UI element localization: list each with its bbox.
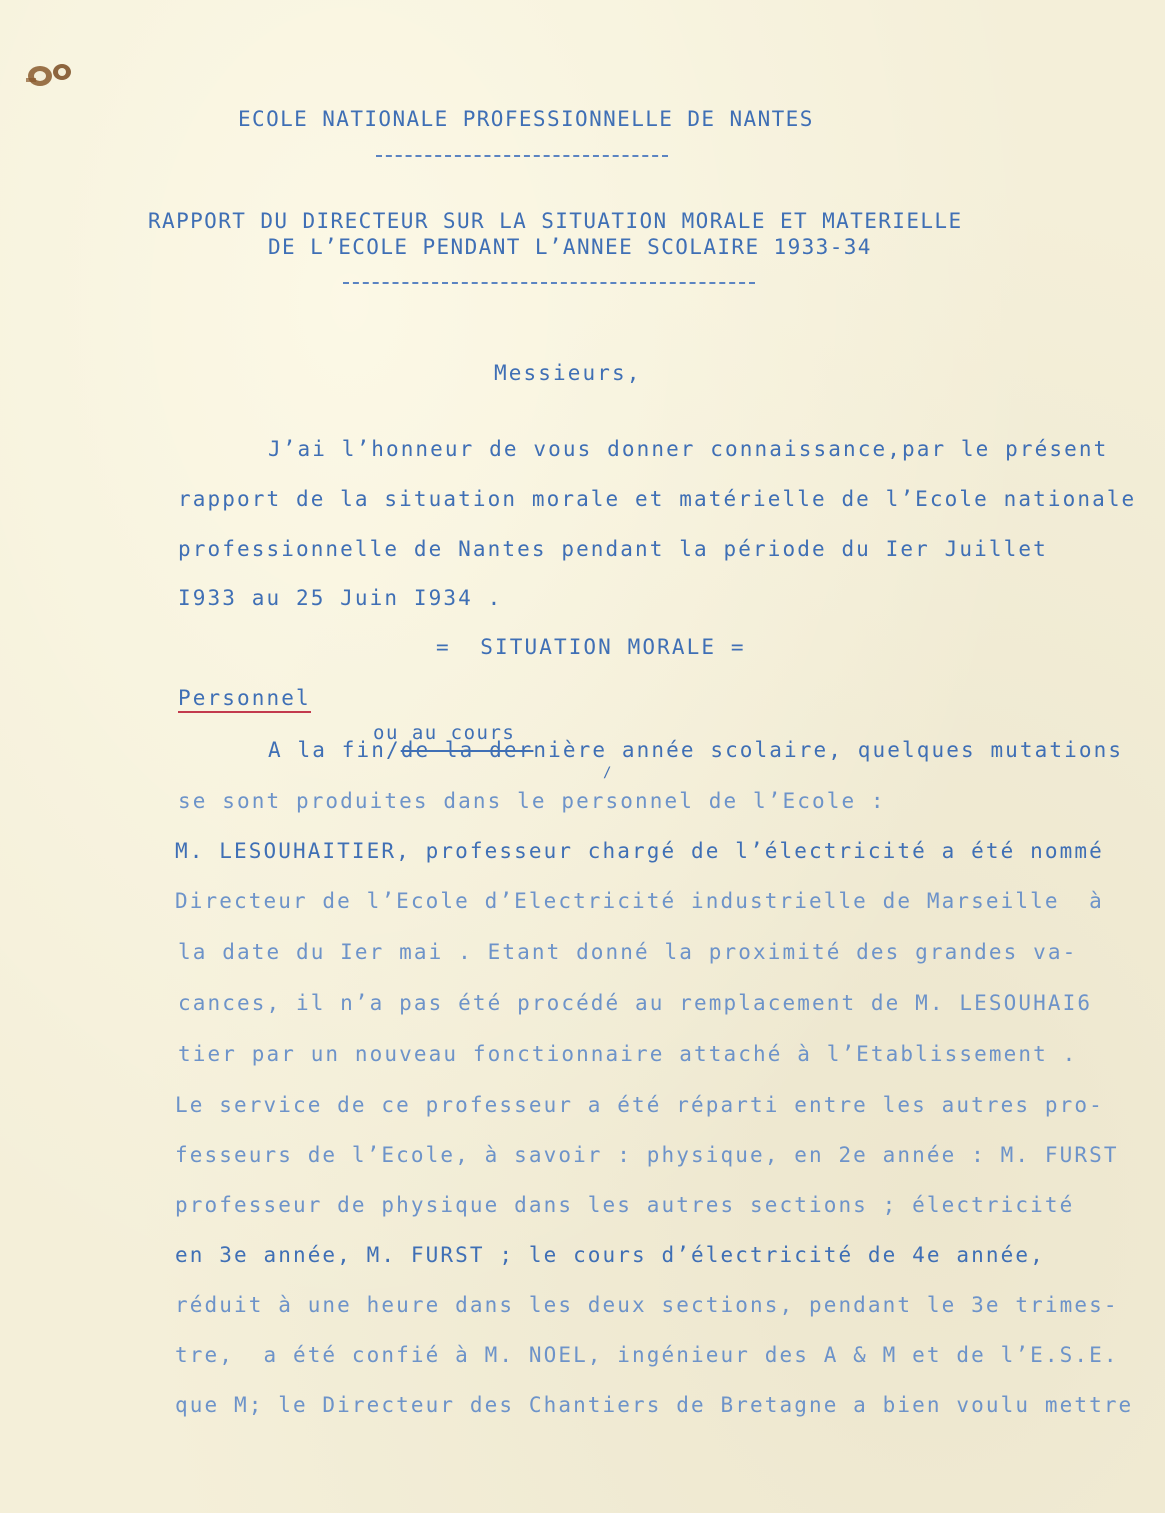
- body-line-7: Le service de ce professeur a été réparti entre les autres pro-: [175, 1093, 1104, 1117]
- body-line-10: en 3e année, M. FURST ; le cours d’électricité de 4e année,: [175, 1243, 1045, 1267]
- body-line-8: fesseurs de l’Ecole, à savoir : physique, en 2e année : M. FURST: [175, 1143, 1119, 1167]
- body-line-corrected: [268, 737, 1123, 763]
- body-line-13: que M; le Directeur des Chantiers de Bretagne a bien voulu mettre: [175, 1393, 1134, 1417]
- subsection-heading: [178, 685, 311, 711]
- intro-line-4: I933 au 25 Juin I934 .: [178, 586, 503, 610]
- body-line-5: cances, il n’a pas été procédé au remplacement de M. LESOUHAI6: [178, 991, 1093, 1015]
- body-line-1: se sont produites dans le personnel de l’Ecole :: [178, 789, 886, 813]
- school-title: ECOLE NATIONALE PROFESSIONNELLE DE NANTES: [238, 107, 814, 131]
- body-line-6: tier par un nouveau fonctionnaire attaché à l’Etablissement .: [178, 1042, 1078, 1066]
- section-heading: = SITUATION MORALE =: [436, 635, 746, 659]
- report-title-underline: [343, 282, 755, 284]
- struck-text: de la der: [400, 738, 534, 762]
- body-line-12: tre, a été confié à M. NOEL, ingénieur des A & M et de l’E.S.E.: [175, 1343, 1119, 1367]
- intro-line-3: professionnelle de Nantes pendant la période du Ier Juillet: [178, 537, 1048, 561]
- body-line-9: professeur de physique dans les autres sections ; électricité: [175, 1193, 1075, 1217]
- ink-stain-mark: [18, 58, 76, 92]
- handwritten-insertion: ou au cours: [373, 722, 516, 744]
- insertion-caret-mark: /: [603, 765, 612, 781]
- intro-line-1: J’ai l’honneur de vous donner connaissance,par le présent: [268, 437, 1109, 461]
- intro-line-2: rapport de la situation morale et matérielle de l’Ecole nationale: [178, 487, 1137, 511]
- body-line-4: la date du Ier mai . Etant donné la proximité des grandes va-: [178, 940, 1078, 964]
- body-line-2: M. LESOUHAITIER, professeur chargé de l’électricité a été nommé: [175, 839, 1104, 863]
- body-line-3: Directeur de l’Ecole d’Electricité industrielle de Marseille à: [175, 889, 1104, 913]
- corrected-line-start: A la fin/: [268, 738, 401, 762]
- salutation: Messieurs,: [494, 361, 642, 385]
- body-line-11: réduit à une heure dans les deux sections, pendant le 3e trimes-: [175, 1293, 1119, 1317]
- report-title-line-1: RAPPORT DU DIRECTEUR SUR LA SITUATION MORALE ET MATERIELLE: [148, 209, 963, 233]
- report-title-line-2: DE L’ECOLE PENDANT L’ANNEE SCOLAIRE 1933-34: [268, 235, 872, 259]
- corrected-line-end: nière année scolaire, quelques mutations: [533, 738, 1124, 762]
- title-underline: [376, 155, 668, 157]
- subsection-label: Personnel: [178, 686, 311, 713]
